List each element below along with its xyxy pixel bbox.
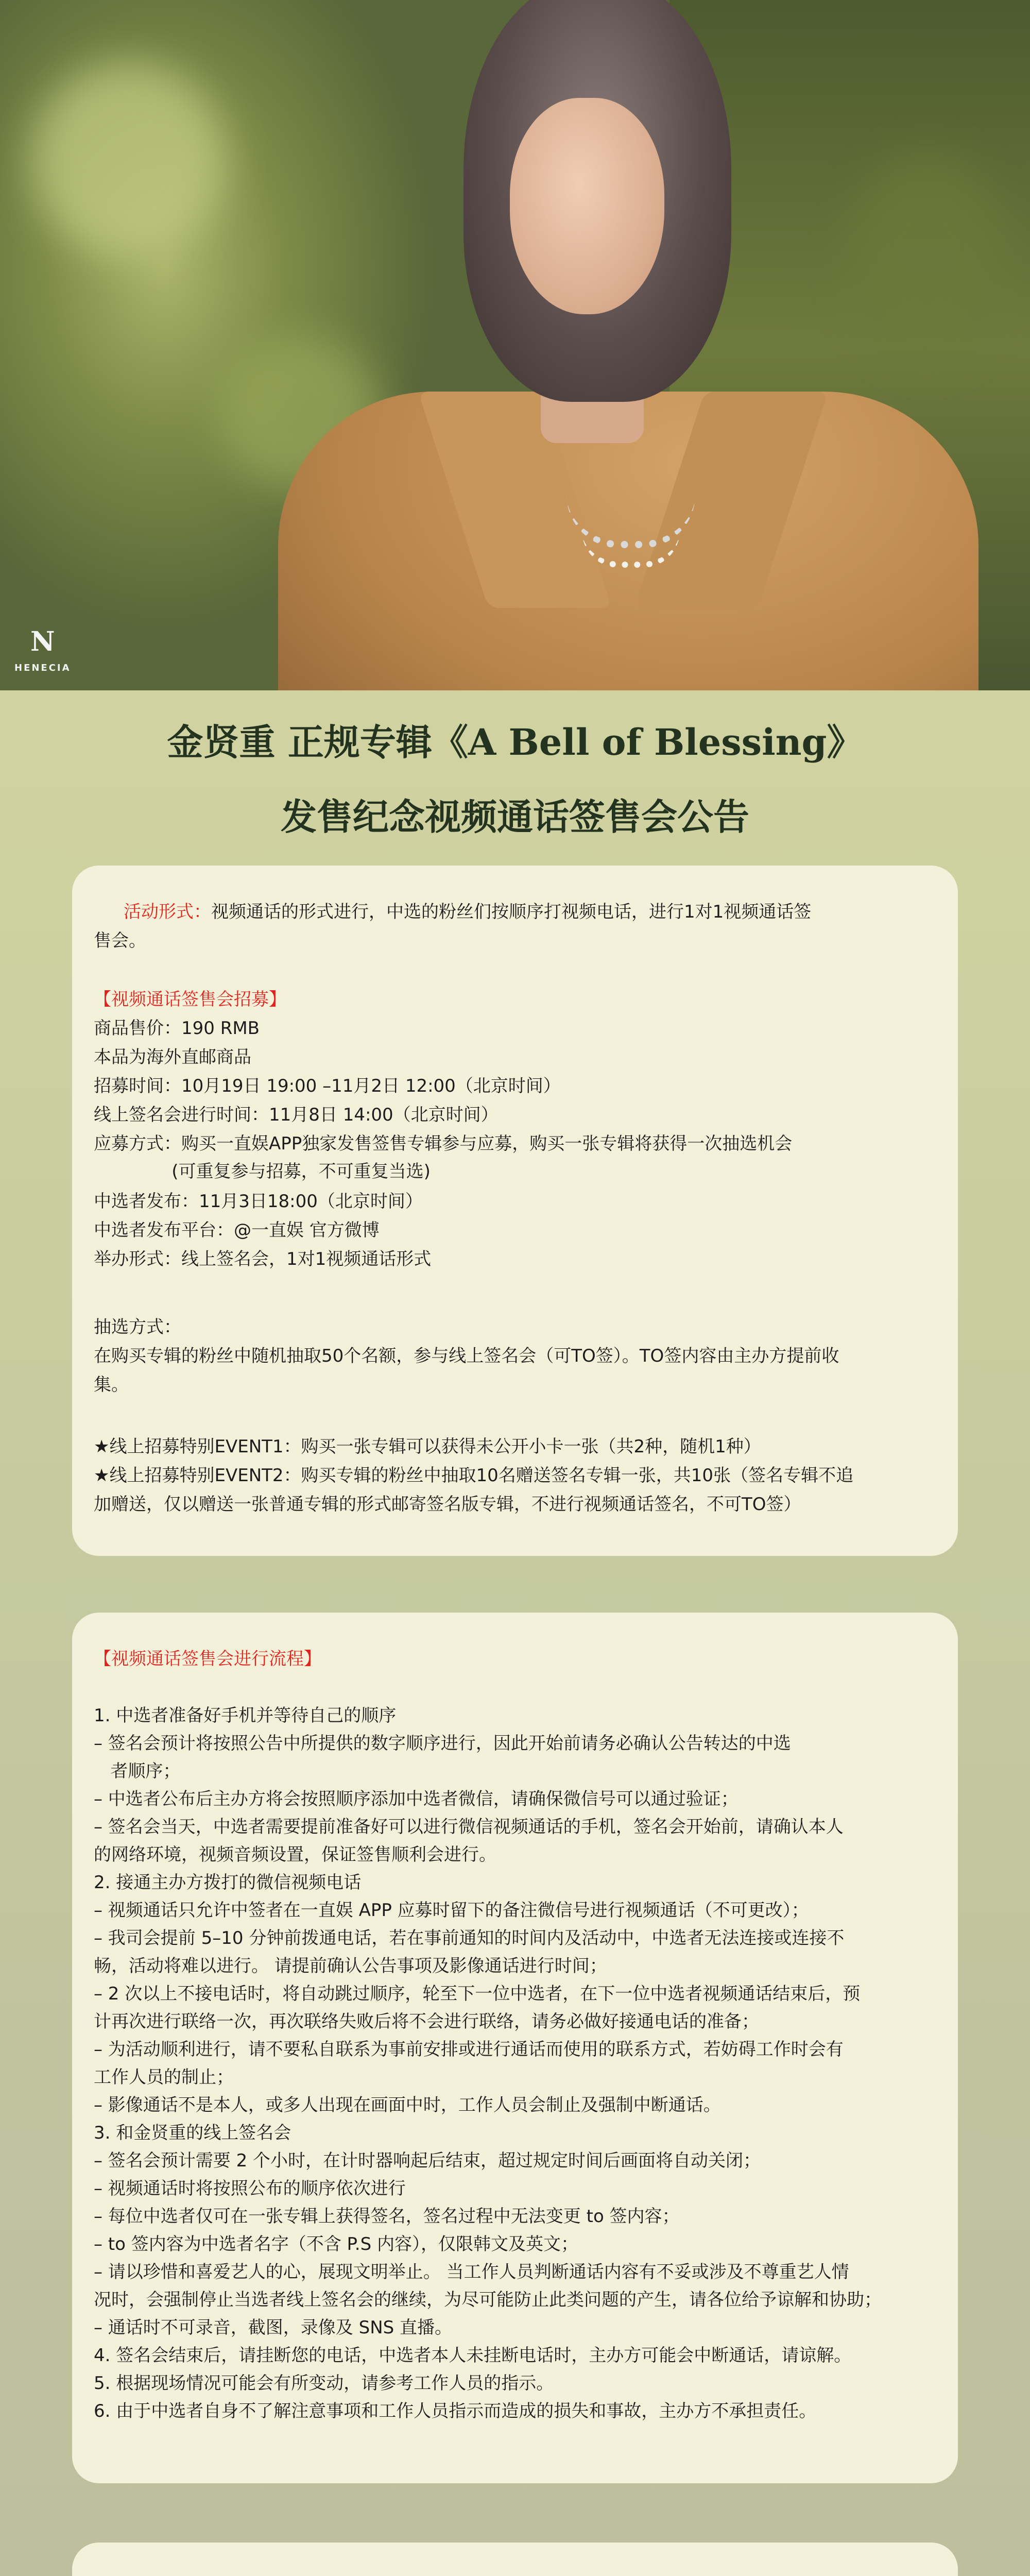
text-line: 3. 和金贤重的线上签名会 bbox=[94, 2123, 291, 2143]
text-line: – 签名会预计需要 2 个小时，在计时器响起后结束，超过规定时间后画面将自动关闭； bbox=[94, 2150, 761, 2171]
text-line: 商品售价：190 RMB bbox=[94, 1018, 260, 1039]
text-line: 1. 中选者准备好手机并等待自己的顺序 bbox=[94, 1705, 397, 1726]
event-info-card bbox=[72, 866, 958, 1556]
section-heading-process: 【视频通话签售会进行流程】 bbox=[94, 1649, 321, 1669]
page-title: 金贤重 正规专辑《A Bell of Blessing》 bbox=[167, 721, 863, 764]
text-line: 况时，会强制停止当选者线上签名会的继续，为尽可能防止此类问题的产生，请各位给予谅解和协助； bbox=[94, 2290, 882, 2310]
text-line: 线上签名会进行时间：11月8日 14:00（北京时间） bbox=[94, 1105, 499, 1125]
text-line: 加赠送，仅以赠送一张普通专辑的形式邮寄签名版专辑，不进行视频通话签名，不可TO签） bbox=[94, 1494, 801, 1515]
text-line: 6. 由于中选者自身不了解注意事项和工作人员指示而造成的损失和事故，主办方不承担责任。 bbox=[94, 2401, 817, 2421]
text-line: – 视频通话时将按照公布的顺序依次进行 bbox=[94, 2178, 406, 2199]
hero-bokeh bbox=[850, 155, 1004, 361]
text-line: 者顺序； bbox=[94, 1761, 181, 1782]
henecia-logo bbox=[14, 623, 71, 673]
text-line: 畅，活动将难以进行。 请提前确认公告事项及影像通话进行时间； bbox=[94, 1956, 607, 1976]
henecia-logo-mark: N bbox=[30, 625, 55, 657]
text-line: 4. 签名会结束后，请挂断您的电话，中选者本人未挂断电话时，主办方可能会中断通话，请谅解。 bbox=[94, 2345, 852, 2366]
text-line: – 为活动顺利进行，请不要私自联系为事前安排或进行通话而使用的联系方式，若妨碍工作时会有 bbox=[94, 2039, 844, 2060]
text-line: 计再次进行联络一次，再次联络失败后将不会进行联络，请务必做好接通电话的准备； bbox=[94, 2011, 759, 2032]
text-line: – 我司会提前 5–10 分钟前拨通电话，若在事前通知的时间内及活动中，中选者无法连接或连接不 bbox=[94, 1928, 845, 1948]
text-line: 举办形式：线上签名会，1对1视频通话形式 bbox=[94, 1249, 432, 1269]
text-line: – 请以珍惜和喜爱艺人的心，展现文明举止。 当工作人员判断通话内容有不妥或涉及不尊重艺人情 bbox=[94, 2262, 849, 2282]
text-line: 集。 bbox=[94, 1375, 129, 1395]
section-heading-recruit: 【视频通话签售会招募】 bbox=[94, 989, 286, 1010]
text-line: 在购买专辑的粉丝中随机抽取50个名额，参与线上签名会（可TO签）。TO签内容由主办方提前收 bbox=[94, 1346, 839, 1366]
process-card bbox=[72, 1613, 958, 2483]
text-line: 应募方式：购买一直娱APP独家发售签售专辑参与应募，购买一张专辑将获得一次抽选机会 bbox=[94, 1133, 793, 1154]
hero-bokeh bbox=[31, 62, 227, 258]
text-line: 2. 接通主办方拨打的微信视频电话 bbox=[94, 1872, 362, 1893]
text-line: – to 签内容为中选者名字（不含 P.S 内容），仅限韩文及英文； bbox=[94, 2234, 578, 2255]
text-line: – 中选者公布后主办方将会按照顺序添加中选者微信，请确保微信号可以通过验证； bbox=[94, 1789, 739, 1809]
text-line: – 视频通话只允许中签者在一直娱 APP 应募时留下的备注微信号进行视频通话（不可更改）； bbox=[94, 1900, 809, 1921]
text-line: – 每位中选者仅可在一张专辑上获得签名，签名过程中无法变更 to 签内容； bbox=[94, 2206, 680, 2227]
text-line: 本品为海外直邮商品 bbox=[94, 1047, 251, 1067]
text-line: 抽选方式： bbox=[94, 1317, 181, 1337]
text-line: ★线上招募特别EVENT2：购买专辑的粉丝中抽取10名赠送签名专辑一张，共10张（签名专辑不追 bbox=[94, 1465, 854, 1486]
text-line: – 签名会当天，中选者需要提前准备好可以进行微信视频通话的手机，签名会开始前，请确认本人 bbox=[94, 1817, 844, 1837]
text-line: 中选者发布：11月3日18:00（北京时间） bbox=[94, 1191, 423, 1212]
event-format-label: 活动形式： bbox=[124, 902, 211, 922]
text-line: 工作人员的制止； bbox=[94, 2067, 234, 2088]
text-line: – 2 次以上不接电话时，将自动跳过顺序，轮至下一位中选者，在下一位中选者视频通话结束后，预 bbox=[94, 1984, 861, 2004]
text-line: 售会。 bbox=[94, 930, 146, 951]
text-line: 5. 根据现场情况可能会有所变动，请参考工作人员的指示。 bbox=[94, 2373, 554, 2394]
hero-face bbox=[510, 98, 664, 314]
text-line: – 签名会预计将按照公告中所提供的数字顺序进行，因此开始前请务必确认公告转达的中选 bbox=[94, 1733, 791, 1754]
text-line: – 通话时不可录音，截图，录像及 SNS 直播。 bbox=[94, 2317, 453, 2338]
text-line: – 影像通话不是本人，或多人出现在画面中时，工作人员会制止及强制中断通话。 bbox=[94, 2095, 721, 2115]
text-line: 中选者发布平台：@一直娱 官方微博 bbox=[94, 1220, 380, 1241]
text-line: 的网络环境，视频音频设置，保证签售顺利会进行。 bbox=[94, 1844, 496, 1865]
hero-photo bbox=[0, 0, 1030, 690]
event-format-text: 视频通话的形式进行，中选的粉丝们按顺序打视频电话，进行1对1视频通话签 bbox=[211, 902, 812, 922]
event-format-line bbox=[124, 897, 811, 923]
text-line: 招募时间：10月19日 19:00 –11月2日 12:00（北京时间） bbox=[94, 1076, 561, 1096]
text-line: (可重复参与招募，不可重复当选) bbox=[94, 1161, 431, 1182]
text-line: ★线上招募特别EVENT1：购买一张专辑可以获得未公开小卡一张（共2种，随机1种） bbox=[94, 1436, 761, 1457]
notice-card bbox=[72, 2543, 958, 2576]
henecia-logo-word: HENECIA bbox=[14, 663, 71, 673]
page-subtitle: 发售纪念视频通话签售会公告 bbox=[281, 795, 749, 838]
